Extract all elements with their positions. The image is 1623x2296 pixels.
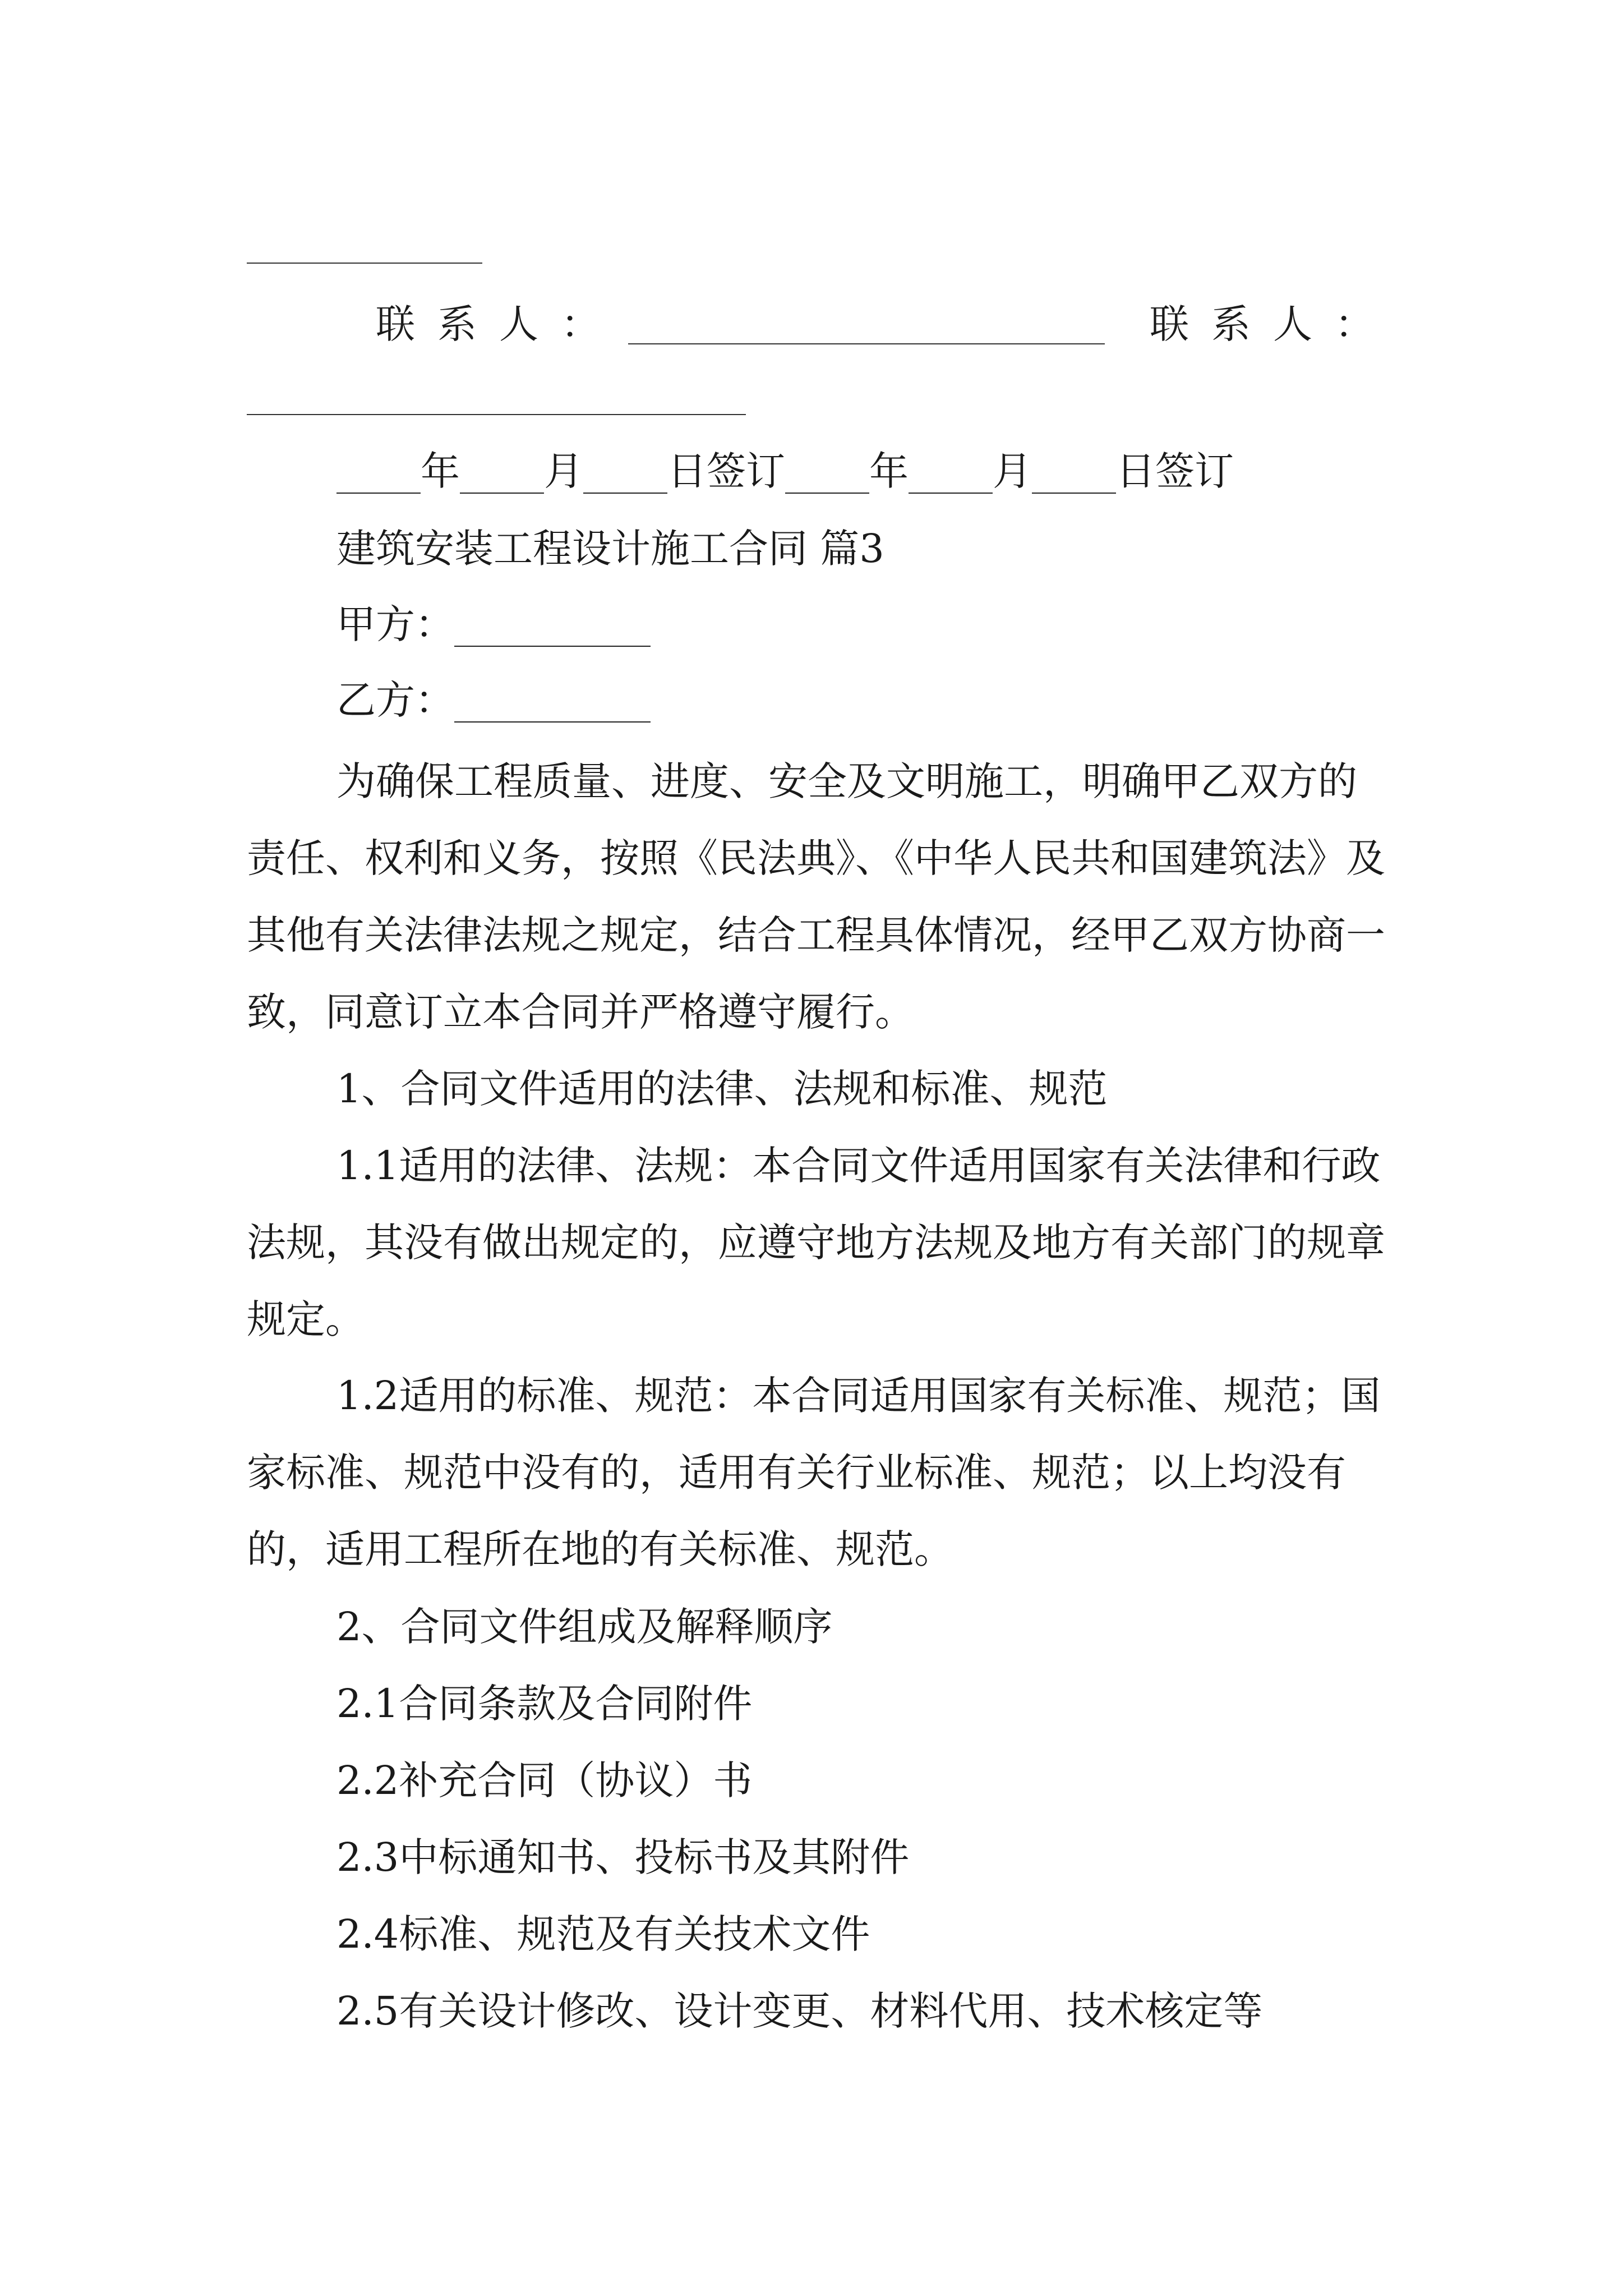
year-label-right: 年: [869, 448, 909, 494]
month-blank-right: [909, 458, 993, 494]
section-2-4: [247, 1896, 1391, 1973]
section-2-title: [247, 1589, 1391, 1665]
year-label-left: 年: [421, 448, 460, 494]
section-2-2-text: 2.2补充合同（协议）书: [336, 1757, 753, 1803]
party-a-label: 甲方：: [336, 601, 454, 647]
month-label-left: 月: [544, 448, 583, 494]
party-a-row: [336, 602, 651, 647]
section-2-5-text: 2.5有关设计修改、设计变更、材料代用、技术核定等: [336, 1988, 1263, 2034]
section-2-1-text: 2.1合同条款及合同附件: [336, 1681, 753, 1727]
section-2-3-text: 2.3中标通知书、投标书及其附件: [336, 1834, 910, 1880]
section-1-1: [247, 1128, 1391, 1358]
party-b-label: 乙方：: [336, 677, 454, 723]
day-blank-right: [1032, 458, 1116, 494]
top-rule: [247, 263, 482, 264]
party-b-blank: [454, 687, 651, 723]
section-2-2: [247, 1742, 1391, 1819]
intro-text: 为确保工程质量、进度、安全及文明施工，明确甲乙双方的责任、权利和义务，按照《民法典》、《中华人民共和国建筑法》及其他有关法律法规之规定，结合工程具体情况，经甲乙双方协商一致，同意订立本合同并严格遵守履行。: [247, 758, 1385, 1035]
section-1-text: 1、合同文件适用的法律、法规和标准、规范: [336, 1066, 1108, 1112]
contact-right-blank: [247, 414, 746, 415]
contact-left-blank: [628, 343, 1105, 344]
section-1-title: [247, 1051, 1391, 1128]
section-2-4-text: 2.4标准、规范及有关技术文件: [336, 1911, 870, 1957]
contact-row: [376, 302, 623, 347]
intro-paragraph: [247, 743, 1391, 1051]
contract-heading: 建筑安装工程设计施工合同 篇3: [336, 526, 884, 572]
section-2-3: [247, 1819, 1391, 1896]
section-1-2: [247, 1358, 1391, 1588]
month-blank-left: [460, 458, 544, 494]
year-blank-left: [336, 458, 421, 494]
party-a-blank: [454, 611, 651, 647]
contact-label-right: 联系人：: [1150, 301, 1396, 347]
section-2-5: [247, 1973, 1391, 2050]
month-label-right: 月: [993, 448, 1032, 494]
contact-row-right: [1150, 302, 1396, 347]
party-b-row: [336, 678, 651, 723]
section-2-text: 2、合同文件组成及解释顺序: [336, 1604, 833, 1650]
contact-label-left: 联系人：: [376, 301, 623, 347]
section-1-1-text: 1.1适用的法律、法规：本合同文件适用国家有关法律和行政法规，其没有做出规定的，应遵守地方法规及地方有关部门的规章规定。: [247, 1143, 1385, 1342]
signed-label-left: 日签订: [667, 448, 785, 494]
signing-date-row: [336, 449, 1234, 494]
year-blank-right: [785, 458, 869, 494]
day-blank-left: [583, 458, 667, 494]
section-1-2-text: 1.2适用的标准、规范：本合同适用国家有关标准、规范；国家标准、规范中没有的，适用有关行业标准、规范；以上均没有的，适用工程所在地的有关标准、规范。: [247, 1373, 1381, 1572]
section-2-1: [247, 1665, 1391, 1742]
signed-label-right: 日签订: [1116, 448, 1234, 494]
